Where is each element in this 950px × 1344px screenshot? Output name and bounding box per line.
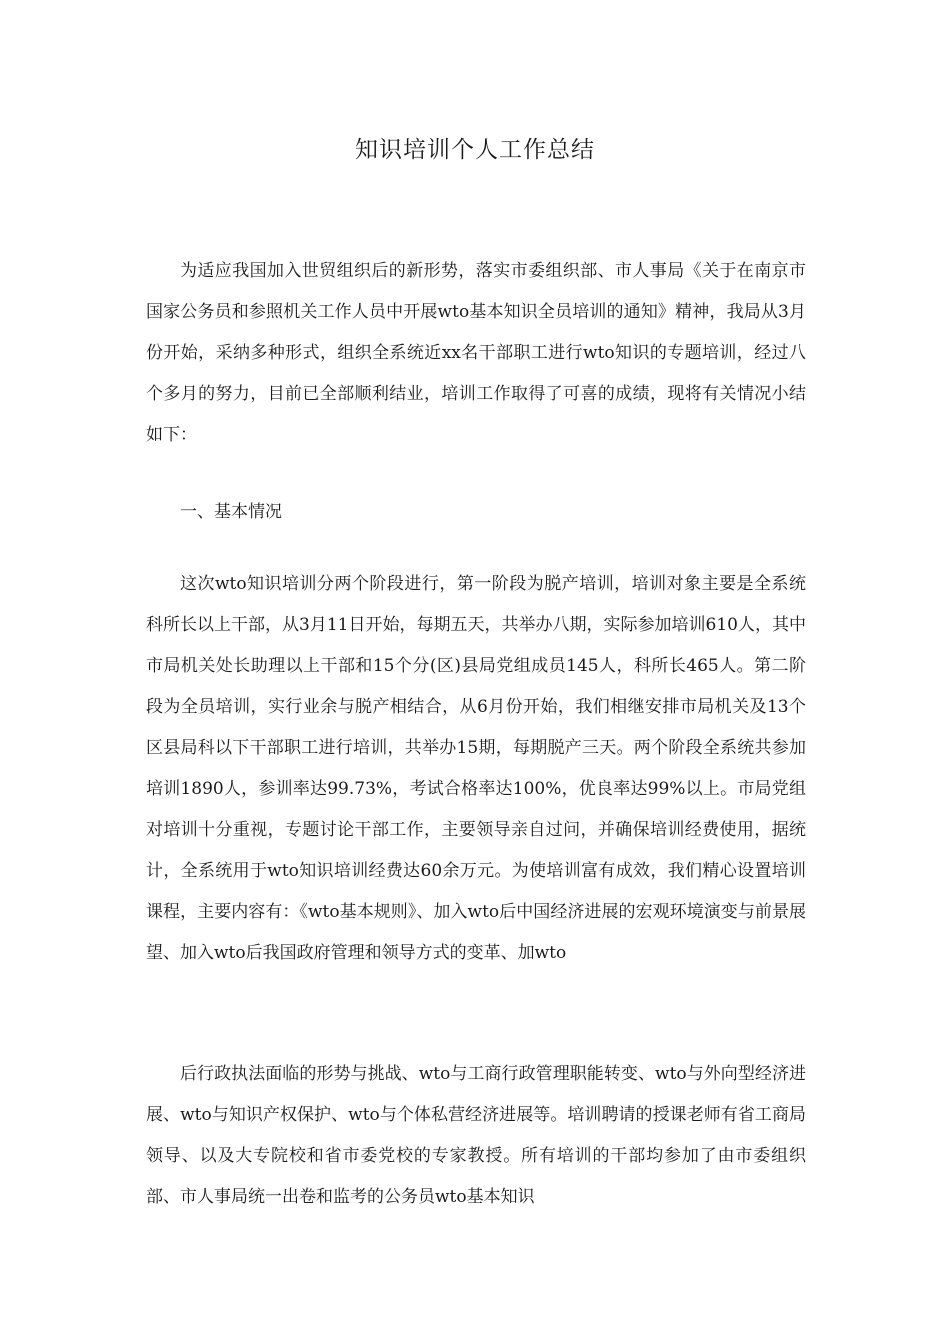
training-content-paragraph: 后行政执法面临的形势与挑战、wto与工商行政管理职能转变、wto与外向型经济进展、wto与知识产权保护、wto与个体私营经济进展等。培训聘请的授课老师有省工商局领导、以及大专院校和省市委党校的专家教授。所有培训的干部均参加了由市委组织部、市人事局统一出卷和监考的公务员wto基本知识 (146, 1064, 806, 1207)
document-title: 知识培训个人工作总结 (355, 137, 595, 163)
basic-situation-paragraph: 这次wto知识培训分两个阶段进行，第一阶段为脱产培训，培训对象主要是全系统科所长以上干部，从3月11日开始，每期五天，共举办八期，实际参加培训610人，其中市局机关处长助理以上干部和15个分(区)县局党组成员145人，科所长465人。第二阶段为全员培训，实行业余与脱产相结合，从6月份开始，我们相继安排市局机关及13个区县局科以下干部职工进行培训，共举办15期，每期脱产三天。两个阶段全系统共参加培训1890人，参训率达99.73%，考试合格率达100%，优良率达99%以上。市局党组对培训十分重视，专题讨论干部工作，主要领导亲自过问，并确保培训经费使用，据统计，全系统用于wto知识培训经费达60余万元。为使培训富有成效，我们精心设置培训课程，主要内容有：《wto基本规则》、加入wto后中国经济进展的宏观环境演变与前景展望、加入wto后我国政府管理和领导方式的变革、加wto (146, 574, 806, 963)
intro-paragraph: 为适应我国加入世贸组织后的新形势，落实市委组织部、市人事局《关于在南京市国家公务员和参照机关工作人员中开展wto基本知识全员培训的通知》精神，我局从3月份开始，采纳多种形式，组织全系统近xx名干部职工进行wto知识的专题培训，经过八个多月的努力，目前已全部顺利结业，培训工作取得了可喜的成绩，现将有关情况小结如下： (146, 261, 806, 445)
section-heading-basic-situation: 一、基本情况 (180, 502, 282, 522)
